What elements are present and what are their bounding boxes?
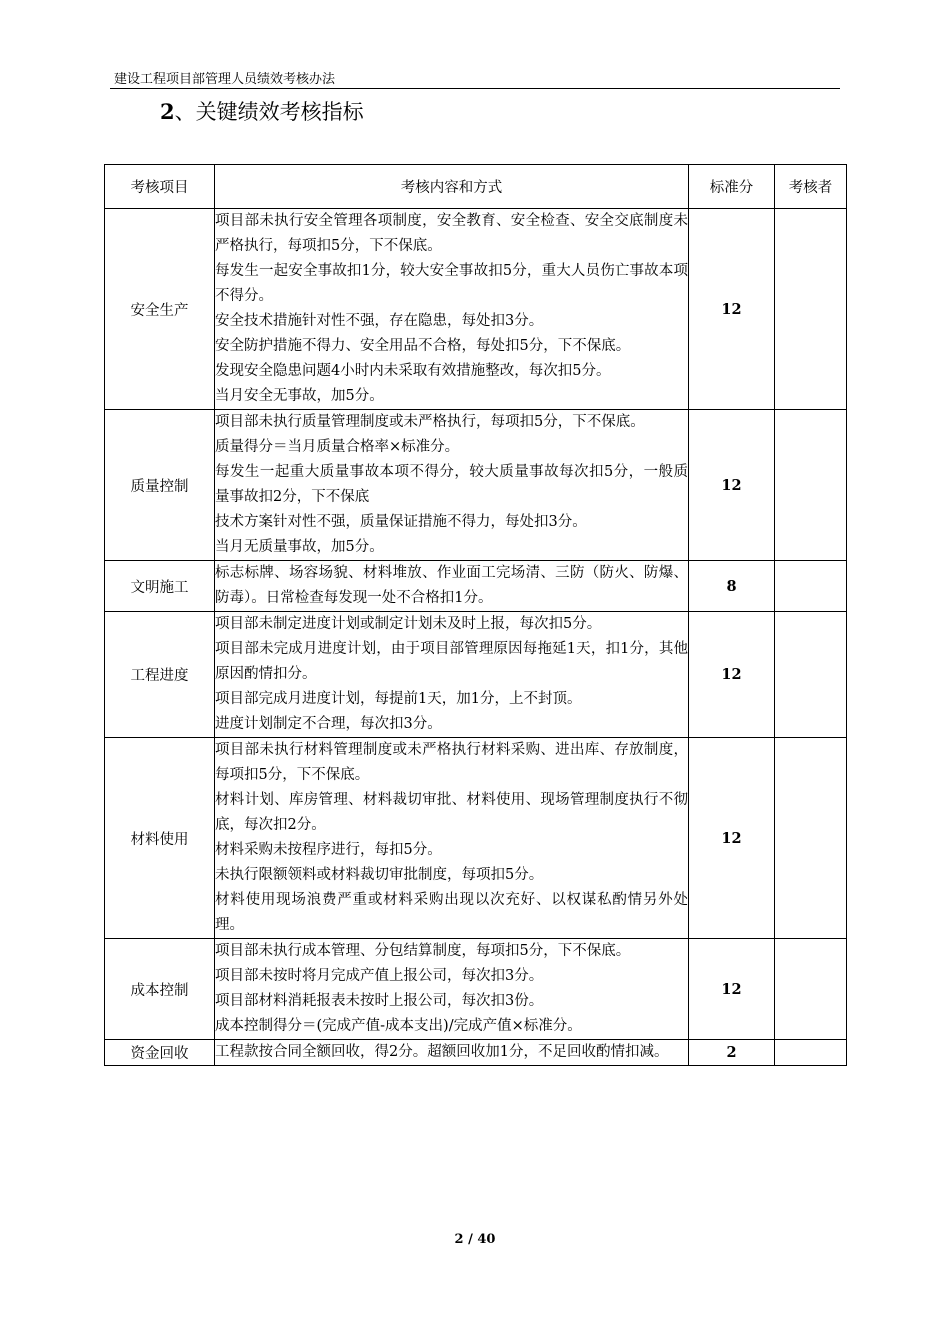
column-header: 考核内容和方式 xyxy=(215,165,689,209)
table-row xyxy=(105,410,847,561)
assessment-content-cell xyxy=(215,738,689,939)
standard-score-cell: 12 xyxy=(689,738,775,939)
criterion-text: 项目部未按时将月完成产值上报公司，每次扣3分。 xyxy=(215,968,544,984)
assessor-cell xyxy=(775,612,847,738)
assessor-cell xyxy=(775,939,847,1040)
assessment-content-cell xyxy=(215,939,689,1040)
criterion-text: 质量得分＝当月质量合格率×标准分。 xyxy=(215,439,460,455)
criterion-text: 材料采购未按程序进行，每扣5分。 xyxy=(215,842,442,858)
criterion-text: 项目部未完成月进度计划，由于项目部管理原因每拖延1天，扣1分，其他原因酌情扣分。 xyxy=(215,641,688,682)
criterion-text: 项目部完成月进度计划，每提前1天，加1分，上不封顶。 xyxy=(215,691,582,707)
standard-score-cell: 12 xyxy=(689,612,775,738)
assessment-item-cell: 工程进度 xyxy=(105,612,215,738)
table-row xyxy=(105,1040,847,1066)
assessment-item-cell: 成本控制 xyxy=(105,939,215,1040)
assessment-content-cell xyxy=(215,410,689,561)
criterion-text: 每发生一起安全事故扣1分，较大安全事故扣5分，重大人员伤亡事故本项不得分。 xyxy=(215,263,688,304)
criterion-text: 项目部材料消耗报表未按时上报公司，每次扣3份。 xyxy=(215,993,544,1009)
header-divider xyxy=(110,88,840,89)
section-number: 2 xyxy=(160,99,175,124)
criterion-text: 当月安全无事故，加5分。 xyxy=(215,388,384,404)
criterion-text: 安全技术措施针对性不强，存在隐患，每处扣3分。 xyxy=(215,313,544,329)
standard-score-cell: 12 xyxy=(689,939,775,1040)
assessment-item-cell: 安全生产 xyxy=(105,209,215,410)
standard-score-cell: 12 xyxy=(689,209,775,410)
criterion-text: 成本控制得分＝(完成产值-成本支出)/完成产值×标准分。 xyxy=(215,1018,582,1034)
criterion-text: 安全防护措施不得力、安全用品不合格，每处扣5分，下不保底。 xyxy=(215,338,631,354)
assessor-cell xyxy=(775,209,847,410)
criterion-text: 进度计划制定不合理，每次扣3分。 xyxy=(215,716,442,732)
column-header: 考核者 xyxy=(775,165,847,209)
criterion-text: 未执行限额领料或材料裁切审批制度，每项扣5分。 xyxy=(215,867,544,883)
table-header-row xyxy=(105,165,847,209)
criterion-text: 发现安全隐患问题4小时内未采取有效措施整改，每次扣5分。 xyxy=(215,363,611,379)
column-header: 考核项目 xyxy=(105,165,215,209)
assessment-content-cell xyxy=(215,612,689,738)
criterion-text: 标志标牌、场容场貌、材料堆放、作业面工完场清、三防（防火、防爆、防毒）。日常检查每发现一处不合格扣1分。 xyxy=(215,565,688,606)
standard-score-cell: 8 xyxy=(689,561,775,612)
assessment-item-cell: 资金回收 xyxy=(105,1040,215,1066)
table-row xyxy=(105,738,847,939)
criterion-text: 工程款按合同全额回收，得2分。超额回收加1分，不足回收酌情扣减。 xyxy=(215,1044,669,1060)
assessment-item-cell: 材料使用 xyxy=(105,738,215,939)
table-row xyxy=(105,939,847,1040)
criterion-text: 项目部未执行成本管理、分包结算制度，每项扣5分，下不保底。 xyxy=(215,943,631,959)
assessor-cell xyxy=(775,738,847,939)
assessor-cell xyxy=(775,1040,847,1066)
assessment-content-cell xyxy=(215,209,689,410)
table-row xyxy=(105,561,847,612)
assessment-item-cell: 质量控制 xyxy=(105,410,215,561)
column-header: 标准分 xyxy=(689,165,775,209)
criterion-text: 项目部未执行质量管理制度或未严格执行，每项扣5分，下不保底。 xyxy=(215,414,645,430)
criterion-text: 技术方案针对性不强，质量保证措施不得力，每处扣3分。 xyxy=(215,514,587,530)
page-number: 2 / 40 xyxy=(454,1232,496,1247)
criterion-text: 材料计划、库房管理、材料裁切审批、材料使用、现场管理制度执行不彻底，每次扣2分。 xyxy=(215,792,688,833)
criterion-text: 项目部未执行材料管理制度或未严格执行材料采购、进出库、存放制度，每项扣5分，下不保底。 xyxy=(215,742,688,783)
assessor-cell xyxy=(775,561,847,612)
assessment-item-cell: 文明施工 xyxy=(105,561,215,612)
assessment-content-cell xyxy=(215,561,689,612)
document-header-title: 建设工程项目部管理人员绩效考核办法 xyxy=(114,72,336,87)
criterion-text: 每发生一起重大质量事故本项不得分，较大质量事故每次扣5分，一般质量事故扣2分，下不保底 xyxy=(215,464,688,505)
criterion-text: 材料使用现场浪费严重或材料采购出现以次充好、以权谋私酌情另外处理。 xyxy=(215,892,688,933)
standard-score-cell: 12 xyxy=(689,410,775,561)
criterion-text: 项目部未执行安全管理各项制度，安全教育、安全检查、安全交底制度未严格执行，每项扣5分，下不保底。 xyxy=(215,213,688,254)
assessment-content-cell xyxy=(215,1040,689,1066)
table-row xyxy=(105,209,847,410)
section-title-text: 、关键绩效考核指标 xyxy=(174,100,364,124)
table-row xyxy=(105,612,847,738)
assessor-cell xyxy=(775,410,847,561)
kpi-table xyxy=(104,164,847,1066)
standard-score-cell: 2 xyxy=(689,1040,775,1066)
criterion-text: 项目部未制定进度计划或制定计划未及时上报，每次扣5分。 xyxy=(215,616,602,632)
section-heading xyxy=(160,98,364,126)
criterion-text: 当月无质量事故，加5分。 xyxy=(215,539,384,555)
